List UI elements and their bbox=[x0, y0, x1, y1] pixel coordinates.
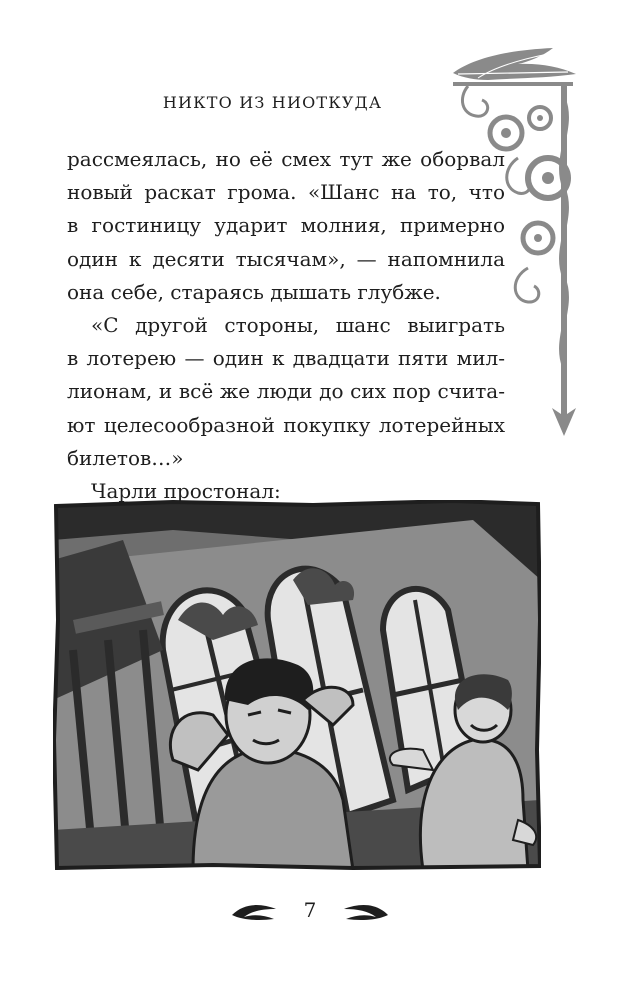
story-illustration bbox=[53, 500, 541, 870]
paragraph-2: «С другой стороны, шанс выиграть в лотерею — один к двадцати пяти мил- лионам, и всё же люди до сих пор счита- ют целесообразной покупку лотерейных bbox=[67, 313, 505, 437]
folio bbox=[230, 895, 390, 925]
page-number: 7 bbox=[303, 898, 317, 922]
paragraph-2-end: билетов…» bbox=[67, 445, 184, 470]
paragraph-1: рассмеялась, но её смех тут же оборвал новый раскат грома. «Шанс на то, что в гостиницу ударит молния, примерно один к десяти тысячам», — напомнила bbox=[67, 147, 505, 271]
paragraph-3: Чарли простонал: bbox=[91, 479, 281, 504]
paragraph-1-end: она себе, стараясь дышать глубже. bbox=[67, 279, 441, 304]
running-head: НИКТО ИЗ НИОТКУДА bbox=[162, 93, 383, 112]
body-text bbox=[67, 143, 505, 508]
folio-ornament-right-icon bbox=[342, 901, 390, 921]
